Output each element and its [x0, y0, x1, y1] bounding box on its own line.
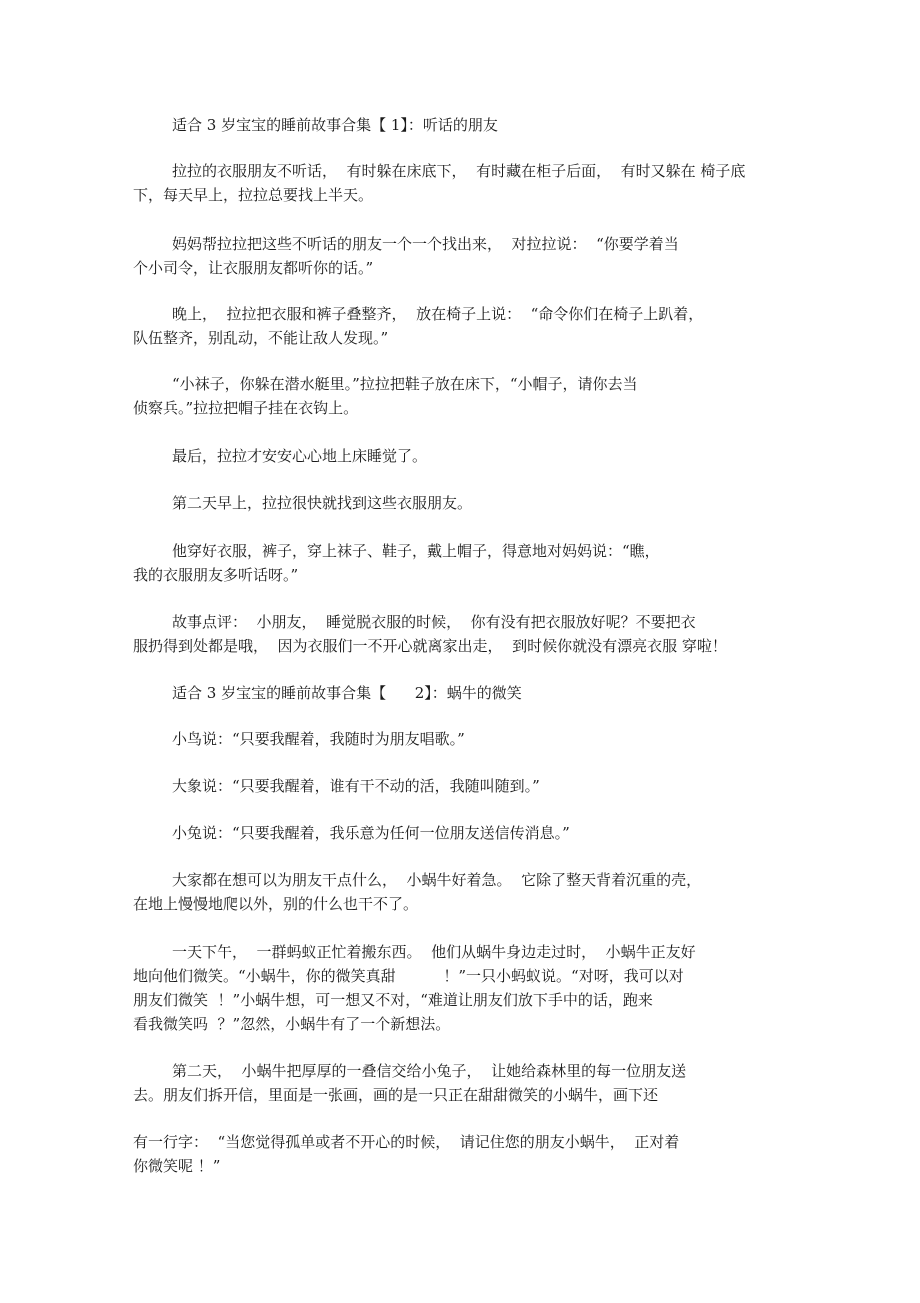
paragraph-line: 我的衣服朋友多听话呀。” [133, 566, 299, 584]
paragraph-line: 朋友们微笑 ！”小蜗牛想，可一想又不对，“难道让朋友们放下手中的话，跑来 [133, 991, 653, 1009]
paragraph-line: 他穿好衣服，裤子，穿上袜子、鞋子，戴上帽子，得意地对妈妈说：“瞧， [172, 542, 660, 560]
paragraph-line: 大象说：“只要我醒着，谁有干不动的活，我随叫随到。” [172, 777, 540, 795]
paragraph-line: 看我微笑吗 ？”忽然，小蜗牛有了一个新想法。 [133, 1015, 451, 1033]
paragraph-line: 队伍整齐，别乱动，不能让敌人发现。” [133, 329, 389, 347]
paragraph-line: 小兔说：“只要我醒着，我乐意为任何一位朋友送信传消息。” [172, 824, 570, 842]
paragraph-line: 去。朋友们拆开信，里面是一张画，画的是一只正在甜甜微笑的小蜗牛，画下还 [133, 1086, 659, 1104]
paragraph-line: 你微笑呢 ！” [133, 1157, 221, 1175]
paragraph-line: 故事点评： 小朋友， 睡觉脱衣服的时候， 你有没有把衣服放好呢？不要把衣 [172, 613, 696, 631]
paragraph-line: 晚上， 拉拉把衣服和裤子叠整齐， 放在椅子上说： “命令你们在椅子上趴着， [172, 305, 704, 323]
paragraph-line: 有一行字： “当您觉得孤单或者不开心的时候， 请记住您的朋友小蜗牛， 正对着 [133, 1133, 680, 1151]
paragraph-line: 妈妈帮拉拉把这些不听话的朋友一个一个找出来， 对拉拉说： “你要学着当 [172, 235, 679, 253]
paragraph-line: 小鸟说：“只要我醒着，我随时为朋友唱歌。” [172, 730, 465, 748]
paragraph-line: 在地上慢慢地爬以外，别的什么也干不了。 [133, 895, 419, 913]
paragraph-line: 拉拉的衣服朋友不听话， 有时躲在床底下， 有时藏在柜子后面， 有时又躲在 椅子底 [172, 162, 746, 180]
paragraph-line: 服扔得到处都是哦， 因为衣服们一不开心就离家出走， 到时候你就没有漂亮衣服 穿啦！ [133, 637, 727, 655]
story-2-title: 适合 3 岁宝宝的睡前故事合集【 2】：蜗牛的微笑 [172, 684, 522, 702]
paragraph-line: 侦察兵。”拉拉把帽子挂在衣钩上。 [133, 399, 359, 417]
paragraph-line: 地向他们微笑。“小蜗牛，你的微笑真甜 ！”一只小蚂蚁说。“对呀，我可以对 [133, 967, 684, 985]
paragraph-line: 大家都在想可以为朋友干点什么， 小蜗牛好着急。 它除了整天背着沉重的壳， [172, 871, 702, 889]
paragraph-line: 最后，拉拉才安安心心地上床睡觉了。 [172, 447, 428, 465]
story-1-title: 适合 3 岁宝宝的睡前故事合集【 1】：听话的朋友 [172, 116, 498, 134]
paragraph-line: 个小司令，让衣服朋友都听你的话。” [133, 259, 374, 277]
paragraph-line: “小袜子，你躲在潜水艇里。”拉拉把鞋子放在床下，“小帽子，请你去当 [172, 375, 638, 393]
paragraph-line: 第二天， 小蜗牛把厚厚的一叠信交给小兔子， 让她给森林里的每一位朋友送 [172, 1062, 687, 1080]
paragraph-line: 第二天早上，拉拉很快就找到这些衣服朋友。 [172, 494, 473, 512]
paragraph-line: 一天下午， 一群蚂蚁正忙着搬东西。 他们从蜗牛身边走过时， 小蜗牛正友好 [172, 943, 696, 961]
paragraph-line: 下，每天早上，拉拉总要找上半天。 [133, 186, 374, 204]
